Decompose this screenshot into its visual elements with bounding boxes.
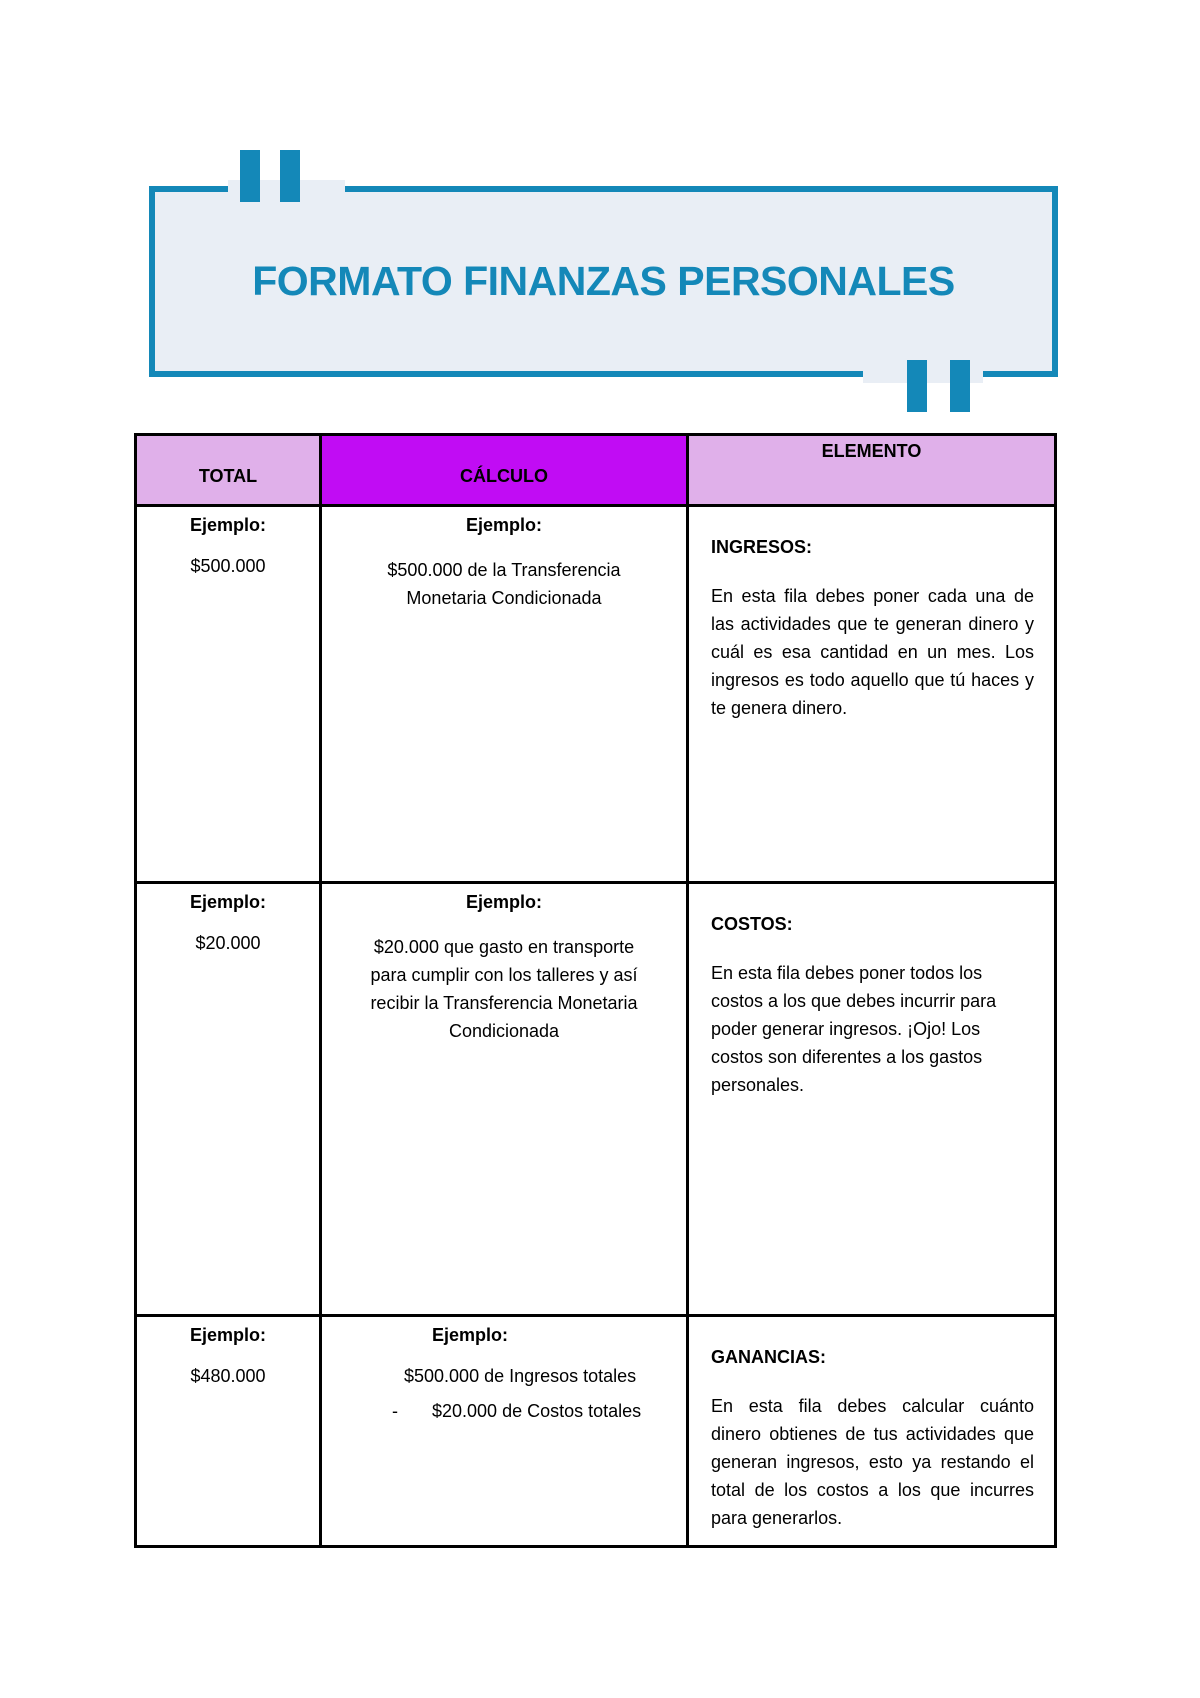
total-cell [136,506,321,883]
element-description: En esta fila debes calcular cuánto dinero obtienes de tus actividades que generan ingresos, esto ya restando el total de los costos a los que incurres para generarlos. [711,1396,1034,1528]
example-label: Ejemplo: [465,515,542,535]
example-label: Ejemplo: [432,1325,509,1345]
element-cell [688,883,1056,1316]
example-label: Ejemplo: [189,1325,266,1345]
element-title: INGRESOS: [711,537,813,557]
table-row [136,506,1056,883]
header-calculo [321,435,688,506]
example-label: Ejemplo: [189,515,266,535]
calc-cell [321,1316,688,1547]
header-total-label: TOTAL [198,466,258,486]
total-value: $500.000 [190,556,266,576]
table-row [136,1316,1056,1547]
header-elemento-label: ELEMENTO [821,441,922,461]
calc-line-costos-text: $20.000 de Costos totales [432,1401,642,1421]
minus-sign: - [392,1401,398,1421]
finance-table [134,433,1057,1548]
table-header-row [136,435,1056,506]
calc-line-ingresos: $500.000 de Ingresos totales [404,1366,637,1386]
calc-text: $20.000 que gasto en transporte para cumplir con los talleres y así recibir la Transferencia Monetaria Condicionada [370,937,638,1041]
total-value: $20.000 [195,933,261,953]
element-description: En esta fila debes poner todos los costos a los que debes incurrir para poder generar ingresos. ¡Ojo! Los costos son diferentes a los gastos personales. [711,963,997,1095]
example-label: Ejemplo: [189,892,266,912]
total-cell [136,883,321,1316]
element-title: COSTOS: [711,914,793,934]
header-total [136,435,321,506]
element-title: GANANCIAS: [711,1347,826,1367]
table-row [136,883,1056,1316]
decor-bar-top-left [240,150,260,202]
header-elemento [688,435,1056,506]
total-value: $480.000 [190,1366,266,1386]
element-description: En esta fila debes poner cada una de las actividades que te generan dinero y cuál es esa cantidad en un mes. Los ingresos es todo aquello que tú haces y te genera dinero. [711,586,1034,718]
element-cell [688,1316,1056,1547]
calc-line-costos [392,1401,686,1422]
decor-bar-bottom-right [950,360,970,412]
element-cell [688,506,1056,883]
total-cell [136,1316,321,1547]
page-title: FORMATO FINANZAS PERSONALES [252,258,955,304]
decor-bar-top-right [280,150,300,202]
decor-bar-bottom-left [907,360,927,412]
example-label: Ejemplo: [465,892,542,912]
header-calculo-label: CÁLCULO [460,466,548,486]
calc-cell [321,883,688,1316]
calc-text: $500.000 de la Transferencia Monetaria Condicionada [387,560,621,608]
calc-cell [321,506,688,883]
